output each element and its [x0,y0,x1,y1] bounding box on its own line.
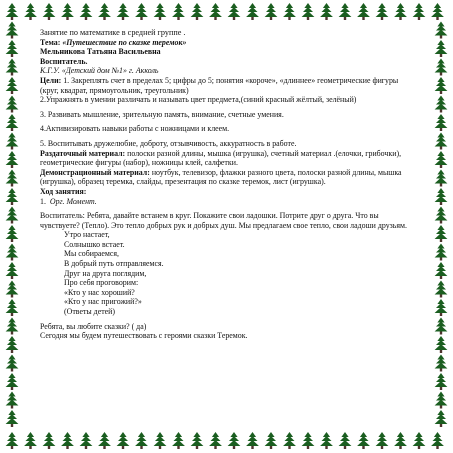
fir-tree-icon [435,355,448,372]
fir-tree-icon [24,432,37,449]
fir-tree-icon [246,3,259,20]
fir-tree-icon [6,281,19,298]
verse-line: (Ответы детей) [64,307,115,317]
fir-tree-icon [6,188,19,205]
step-title: Орг. Момент. [49,196,97,206]
handout-label: Раздаточный материал: [40,148,126,158]
handout-material [40,149,418,168]
handout-text: полоски разной длины, мышка (игрушка), счетный материал .(елочки, грибочки), геометрические фигуры (набор), ножницы клей, салфетки. [40,148,402,168]
fir-tree-icon [413,432,426,449]
fir-tree-icon [117,3,130,20]
fir-tree-icon [431,432,444,449]
fir-tree-icon [172,432,185,449]
demo-material [40,168,418,187]
course-step [40,197,418,207]
fir-tree-icon [6,207,19,224]
fir-tree-icon [320,432,333,449]
fir-tree-icon [6,3,19,20]
fir-tree-icon [376,3,389,20]
fir-tree-icon [283,3,296,20]
fir-tree-icon [431,3,444,20]
fir-tree-icon [43,432,56,449]
fir-tree-icon [283,432,296,449]
fir-tree-icon [172,3,185,20]
fir-tree-icon [61,432,74,449]
course-label: Ход занятия: [40,186,87,196]
fir-tree-icon [6,77,19,94]
fir-tree-icon [435,392,448,409]
closing-line: Ребята, вы любите сказки? ( да) [40,321,147,331]
fir-tree-icon [6,318,19,335]
fir-tree-icon [435,281,448,298]
verse-line: Солнышко встает. [64,239,125,249]
fir-tree-icon [191,432,204,449]
fir-tree-icon [435,262,448,279]
fir-tree-icon [320,3,333,20]
fir-tree-icon [98,3,111,20]
fir-tree-icon [6,22,19,39]
theme-label: Тема: [40,37,61,47]
fir-tree-icon [154,432,167,449]
goal-item: 4.Активизировать навыки работы с ножницами и клеем. [40,124,230,134]
fir-tree-icon [154,3,167,20]
fir-tree-icon [6,262,19,279]
fir-tree-icon [117,432,130,449]
fir-tree-icon [6,40,19,57]
fir-tree-icon [6,355,19,372]
step-number: 1. [40,196,46,206]
fir-tree-icon [435,133,448,150]
verse-line: Про себя проговорим: [64,278,139,288]
theme-value: «Путешествие по сказке теремок» [62,37,187,47]
fir-tree-icon [302,432,315,449]
fir-tree-icon [24,3,37,20]
fir-tree-icon [228,432,241,449]
fir-tree-icon [435,59,448,76]
fir-tree-icon [98,432,111,449]
fir-tree-icon [191,3,204,20]
goals-label: Цели: [40,75,62,85]
fir-tree-icon [357,3,370,20]
fir-tree-icon [435,114,448,131]
author-name: Мельникова Татьяна Васильевна [40,47,161,57]
fir-tree-icon [80,432,93,449]
goal-item: 3. Развивать мышление, зрительную память, внимание, счетные умения. [40,109,284,119]
goals-first [40,76,418,95]
organization: К.Г.У. «Детский дом №1» г. Акколь [40,66,159,76]
demo-text: ноутбук, телевизор, флажки разного цвета, полоски разной длины, мышка (игрушка), образец теремка, слайды, презентация по сказке теремок, лист (игрушка). [40,167,402,187]
fir-tree-icon [435,410,448,427]
fir-tree-icon [435,22,448,39]
fir-tree-icon [435,225,448,242]
fir-tree-icon [135,3,148,20]
fir-tree-icon [435,336,448,353]
fir-tree-icon [435,244,448,261]
verse-line: «Кто у нас пригожий?» [64,297,142,307]
fir-tree-icon [80,3,93,20]
verse-line: Утро настает, [64,230,110,240]
fir-tree-icon [357,432,370,449]
fir-tree-icon [43,3,56,20]
fir-tree-icon [435,151,448,168]
fir-tree-icon [6,410,19,427]
closing-line: Сегодня мы будем путешествовать с героями сказки Теремок. [40,331,248,341]
fir-tree-icon [339,432,352,449]
fir-tree-icon [6,96,19,113]
fir-tree-icon [435,40,448,57]
fir-tree-icon [435,77,448,94]
fir-tree-icon [413,3,426,20]
teacher-speech: Воспитатель: Ребята, давайте встанем в круг. Покажите свои ладошки. Потрите друг о друга. Что вы чувствуете? (Тепло). Это тепло добрых рук и добрых душ. Мы предлагаем свое тепло, свои ладоши друзьям. [40,211,407,230]
fir-tree-icon [6,373,19,390]
fir-tree-icon [302,3,315,20]
fir-tree-icon [135,432,148,449]
verse-line: «Кто у нас хороший? [64,287,135,297]
fir-tree-icon [228,3,241,20]
fir-tree-icon [6,244,19,261]
fir-tree-icon [6,432,19,449]
fir-tree-icon [394,3,407,20]
fir-tree-icon [435,318,448,335]
document-body [40,28,418,428]
verse-line: В добрый путь отправляемся. [64,259,164,269]
fir-tree-icon [6,299,19,316]
demo-label: Демонстрационный материал: [40,167,150,177]
goal-item: 2.Упражнять в умении различать и называть цвет предмета,(синий красный жёлтый, зелёный) [40,95,357,105]
fir-tree-icon [435,170,448,187]
fir-tree-icon [61,3,74,20]
fir-tree-icon [6,114,19,131]
fir-tree-icon [435,299,448,316]
fir-tree-icon [435,188,448,205]
fir-tree-icon [209,3,222,20]
lesson-subject: Занятие по математике в средней группе . [40,28,186,37]
fir-tree-icon [6,336,19,353]
goal-item: 1. Закреплять счет в пределах 5; цифры до 5; понятия «короче», «длиннее» геометрические фигуры (круг, квадрат, прямоугольник, треугольник) [40,75,399,95]
fir-tree-icon [265,3,278,20]
fir-tree-icon [6,225,19,242]
author-role: Воспитатель. [40,56,88,66]
fir-tree-icon [6,392,19,409]
fir-tree-icon [265,432,278,449]
fir-tree-icon [435,207,448,224]
fir-tree-icon [435,96,448,113]
fir-tree-icon [6,151,19,168]
fir-tree-icon [376,432,389,449]
lesson-theme [40,38,418,48]
fir-tree-icon [6,59,19,76]
verse-line: Мы собираемся, [64,249,120,259]
fir-tree-icon [6,133,19,150]
fir-tree-icon [209,432,222,449]
verse-line: Друг на друга поглядим, [64,268,147,278]
fir-tree-icon [339,3,352,20]
fir-tree-icon [246,432,259,449]
fir-tree-icon [6,170,19,187]
fir-tree-icon [394,432,407,449]
goal-item: 5. Воспитывать дружелюбие, доброту, отзывчивость, аккуратность в работе. [40,138,297,148]
fir-tree-icon [435,373,448,390]
